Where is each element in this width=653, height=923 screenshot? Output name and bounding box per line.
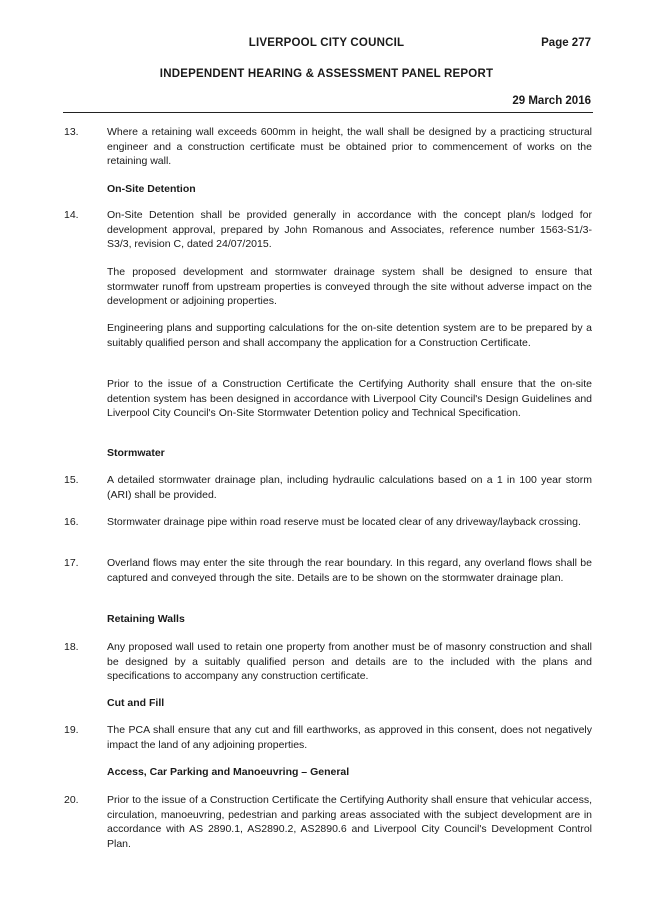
section-heading: Cut and Fill xyxy=(107,697,165,709)
section-heading: Stormwater xyxy=(107,447,165,459)
section-heading: On-Site Detention xyxy=(107,183,196,195)
header-divider xyxy=(63,112,593,113)
page-number: Page 277 xyxy=(541,37,591,49)
condition-text: Where a retaining wall exceeds 600mm in height, the wall shall be designed by a practicing structural engineer and a construction certificate must be obtained prior to commencement of works on the retaining wall. xyxy=(107,126,592,167)
condition-paragraph: Engineering plans and supporting calculations for the on-site detention system are to be prepared by a suitably qualified person and shall accompany the application for a Construction Certificate. xyxy=(107,322,592,349)
condition-number: 18. xyxy=(64,641,79,653)
condition-text: A detailed stormwater drainage plan, including hydraulic calculations based on a 1 in 100 year storm (ARI) shall be provided. xyxy=(107,474,592,501)
condition-number: 19. xyxy=(64,724,79,736)
condition-number: 17. xyxy=(64,557,79,569)
section-heading: Retaining Walls xyxy=(107,613,185,625)
condition-text: Prior to the issue of a Construction Certificate the Certifying Authority shall ensure that vehicular access, circulation, manoeuvring, pedestrian and parking areas associated with the subject development are in accordance with AS 2890.1, AS2890.2, AS2890.6 and Liverpool City Council's Development Control Plan. xyxy=(107,794,592,850)
condition-number: 15. xyxy=(64,474,79,486)
condition-text: Stormwater drainage pipe within road reserve must be located clear of any driveway/layback crossing. xyxy=(107,516,581,528)
condition-number: 14. xyxy=(64,209,79,221)
page-header xyxy=(0,37,653,53)
condition-text: On-Site Detention shall be provided generally in accordance with the concept plan/s lodged for development approval, prepared by John Romanous and Associates, reference number 1563-S1/3-S3/3, revision C, dated 24/07/2015. xyxy=(107,209,592,250)
organisation-name: LIVERPOOL CITY COUNCIL xyxy=(248,37,405,49)
section-heading: Access, Car Parking and Manoeuvring – General xyxy=(107,766,350,778)
condition-paragraph: Prior to the issue of a Construction Certificate the Certifying Authority shall ensure that the on-site detention system has been designed in accordance with Liverpool City Council's Design Guidelines and Liverpool City Council's On-Site Stormwater Detention policy and Technical Specification. xyxy=(107,378,592,419)
report-date: 29 March 2016 xyxy=(512,95,591,107)
condition-text: Overland flows may enter the site through the rear boundary. In this regard, any overland flows shall be captured and conveyed through the site. Details are to be shown on the stormwater drainage plan. xyxy=(107,557,592,584)
condition-text: Any proposed wall used to retain one property from another must be of masonry construction and shall be designed by a suitably qualified person and details are to the included with the plans and specifications to accompany any construction certificate. xyxy=(107,641,592,682)
condition-paragraph: The proposed development and stormwater drainage system shall be designed to ensure that stormwater runoff from upstream properties is conveyed through the site without adverse impact on the development or adjoining properties. xyxy=(107,266,592,307)
condition-number: 13. xyxy=(64,126,79,138)
report-title: INDEPENDENT HEARING & ASSESSMENT PANEL REPORT xyxy=(159,68,494,80)
condition-number: 16. xyxy=(64,516,79,528)
condition-number: 20. xyxy=(64,794,79,806)
condition-text: The PCA shall ensure that any cut and fill earthworks, as approved in this consent, does not negatively impact the land of any adjoining properties. xyxy=(107,724,592,751)
